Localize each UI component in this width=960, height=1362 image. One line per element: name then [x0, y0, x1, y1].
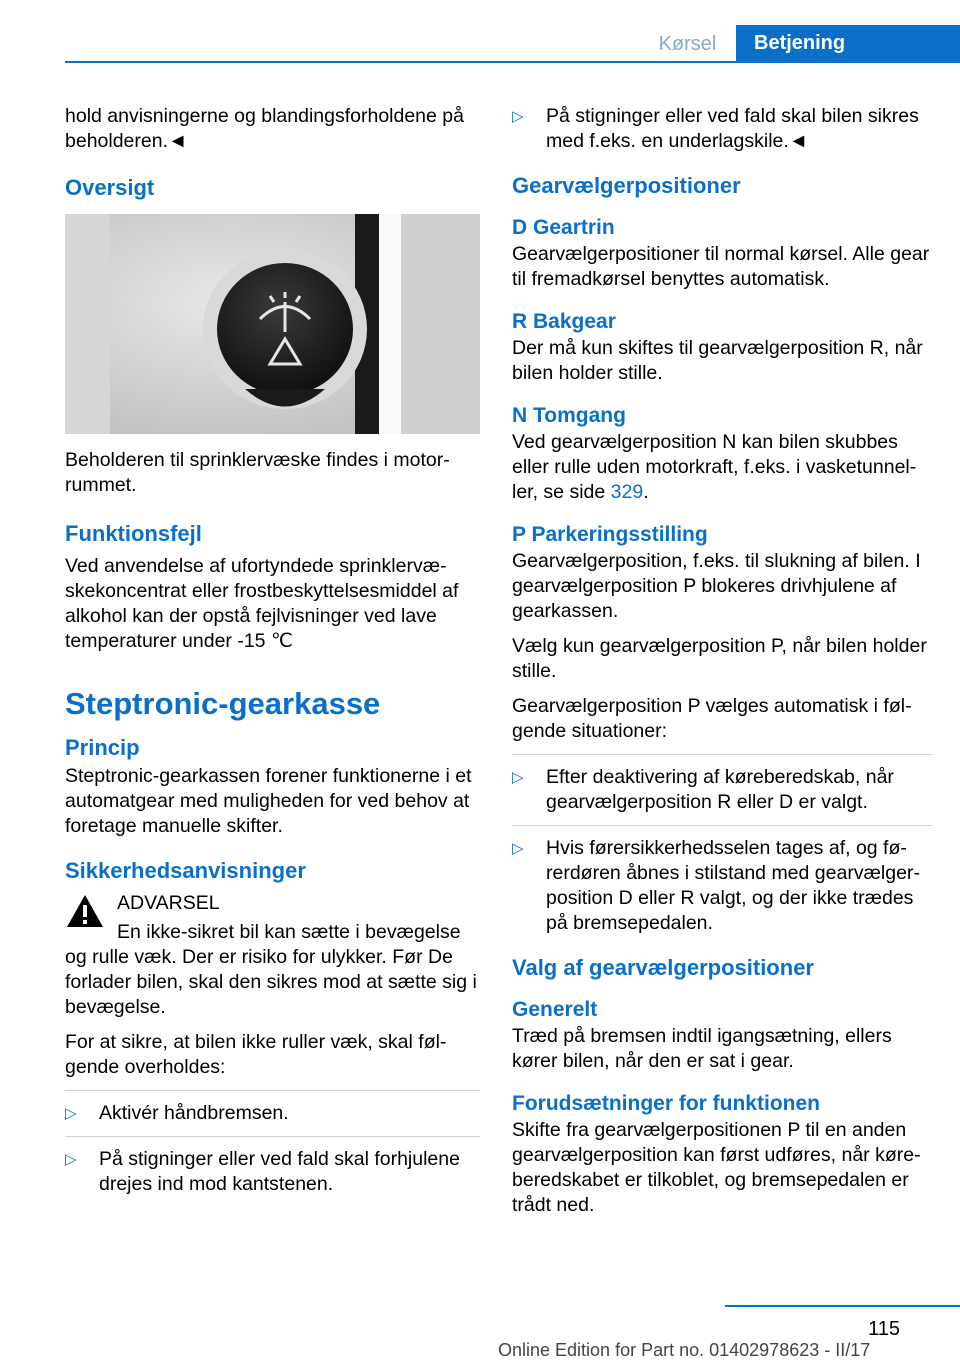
valg-heading: Valg af gearvælgerpositioner [512, 955, 814, 980]
triangle-bullet-icon: ▷ [512, 840, 524, 857]
list-divider [512, 825, 932, 826]
p-text-1: Gearvælgerposition, f.eks. til slukning af bilen. I gearvælgerposition P blokeres drivhjulene af gearkassen. [512, 550, 921, 622]
right-column [512, 104, 932, 1228]
list-item-text: Aktivér håndbremsen. [99, 1102, 289, 1124]
list-item [65, 1101, 480, 1126]
list-item-text: Hvis førersikkerhedsselen tages af, og førerdøren åbnes i stilstand med gearvælgerposition D eller R valgt, og der ikke trædes på bremsepedalen. [546, 837, 920, 934]
p-text-2: Vælg kun gearvælgerposition P, når bilen holder stille. [512, 635, 927, 682]
n-text-body: Ved gearvælgerposition N kan bilen skubbes eller rulle uden motorkraft, f.eks. i vasketunneller, se side [512, 431, 917, 503]
photo-caption: Beholderen til sprinklervæske findes i motorrummet. [65, 449, 450, 496]
generelt-heading: Generelt [512, 998, 598, 1021]
p-heading: P Parkeringsstilling [512, 523, 708, 546]
list-divider [512, 754, 932, 755]
princip-heading: Princip [65, 735, 140, 760]
list-item [512, 104, 932, 154]
list-divider [65, 1090, 480, 1091]
triangle-bullet-icon: ▷ [512, 769, 524, 786]
n-heading: N Tomgang [512, 404, 626, 427]
d-heading: D Geartrin [512, 216, 615, 239]
page-link[interactable]: 329 [610, 481, 644, 503]
funktionsfejl-text: Ved anvendelse af ufortyndede sprinklervæskekoncentrat eller frostbeskyttelsesmiddel af alkohol kan der opstå fejlvisninger ved lave temperaturer under -15 ℃ [65, 555, 459, 652]
warning-block [65, 891, 480, 916]
sikre-text: For at sikre, at bilen ikke ruller væk, skal følgende overholdes: [65, 1031, 447, 1078]
list-item [512, 765, 932, 815]
p-text-3: Gearvælgerposition P vælges automatisk i følgende situationer: [512, 695, 912, 742]
washer-reservoir-cap-image [65, 214, 480, 434]
sikkerhed-heading: Sikkerhedsanvisninger [65, 858, 306, 883]
r-text: Der må kun skiftes til gearvælgerposition R, når bilen holder stille. [512, 337, 923, 384]
left-column [65, 104, 480, 1207]
list-divider [65, 1136, 480, 1137]
gearvaelger-heading: Gearvælgerpositioner [512, 173, 741, 198]
princip-text: Steptronic-gearkassen forener funktionerne i et automatgear med muligheden for ved behov at foretage manuelle skifter. [65, 765, 472, 837]
warning-triangle-icon [65, 893, 105, 936]
n-text-end: . [643, 481, 649, 503]
r-heading: R Bakgear [512, 310, 616, 333]
page-number: 115 [868, 1318, 900, 1340]
generelt-text: Træd på bremsen indtil igangsætning, ellers kører bilen, når den er sat i gear. [512, 1025, 892, 1072]
forud-heading: Forudsætninger for funktionen [512, 1092, 820, 1115]
washer-fluid-photo [65, 214, 480, 434]
triangle-bullet-icon: ▷ [512, 108, 524, 125]
intro-text: hold anvisningerne og blandingsforholdene på beholderen.◄ [65, 105, 464, 152]
list-item [512, 836, 932, 936]
list-item-text: Efter deaktivering af køreberedskab, når gearvælgerposition R eller D er valgt. [546, 766, 894, 813]
tab-betjening[interactable]: Betjening [736, 25, 960, 62]
triangle-bullet-icon: ▷ [65, 1151, 77, 1168]
oversigt-heading: Oversigt [65, 175, 155, 200]
warning-label: ADVARSEL [117, 892, 220, 914]
list-item-text: På stigninger eller ved fald skal forhjulene drejes ind mod kantstenen. [99, 1148, 460, 1195]
funktionsfejl-heading: Funktionsfejl [65, 521, 202, 546]
tab-korsel[interactable]: Kørsel [658, 33, 717, 55]
footer-rule [725, 1305, 960, 1307]
steptronic-heading: Steptronic-gearkasse [65, 686, 381, 721]
forud-text: Skifte fra gearvælgerpositionen P til en anden gearvælgerposition kan først udføres, når køreberedskabet er tilkoblet, og bremsepedalen er trådt ned. [512, 1119, 921, 1216]
d-text: Gearvælgerpositioner til normal kørsel. Alle gear til fremadkørsel benyttes automatisk. [512, 243, 930, 290]
list-item-text: På stigninger eller ved fald skal bilen sikres med f.eks. en underlagskile.◄ [546, 105, 919, 152]
triangle-bullet-icon: ▷ [65, 1105, 77, 1122]
edition-footer: Online Edition for Part no. 01402978623 - II/17 [498, 1340, 871, 1360]
warning-text: En ikke-sikret bil kan sætte i bevægelse og rulle væk. Der er risiko for ulykker. Før De forlader bilen, skal den sikres mod at sætte sig i bevægelse. [65, 921, 477, 1018]
n-text [512, 430, 932, 505]
list-item [65, 1147, 480, 1197]
